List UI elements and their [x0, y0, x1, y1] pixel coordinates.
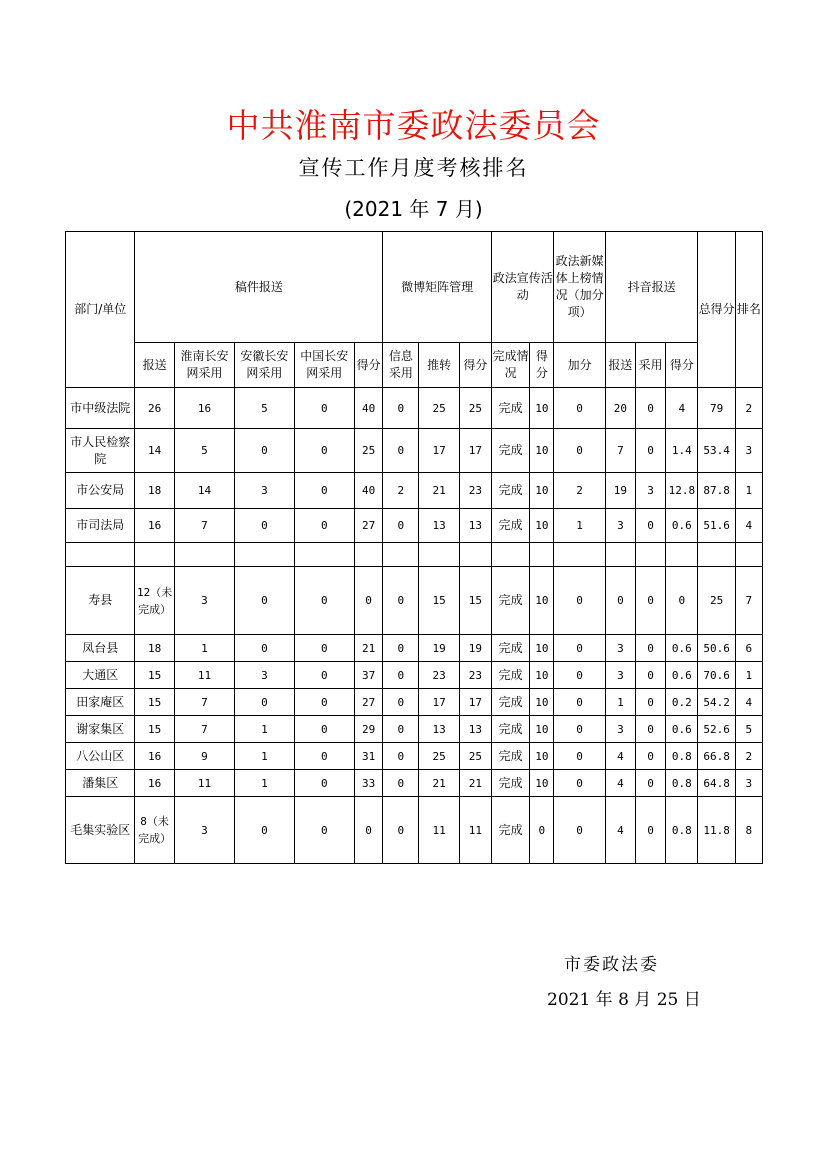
table-cell: 50.6 — [698, 635, 735, 662]
table-cell: 0 — [294, 797, 354, 864]
table-cell: 完成 — [492, 509, 530, 543]
table-row — [66, 743, 763, 770]
table-cell: 完成 — [492, 635, 530, 662]
header-douyin: 抖音报送 — [605, 232, 698, 343]
table-cell: 79 — [698, 388, 735, 429]
subheader-cell: 报送 — [135, 343, 174, 388]
table-cell: 21 — [419, 473, 459, 509]
subheader-cell: 信息采用 — [383, 343, 419, 388]
table-cell: 1.4 — [666, 429, 698, 473]
table-cell: 13 — [419, 509, 459, 543]
table-cell: 4 — [605, 770, 635, 797]
table-cell: 66.8 — [698, 743, 735, 770]
table-cell: 0 — [294, 716, 354, 743]
table-cell: 0 — [554, 429, 605, 473]
empty-cell — [636, 543, 666, 567]
table-cell: 0 — [554, 388, 605, 429]
table-cell: 0 — [383, 797, 419, 864]
table-cell: 13 — [459, 509, 491, 543]
table-cell: 0.8 — [666, 797, 698, 864]
table-cell: 18 — [135, 473, 174, 509]
table-cell: 0 — [636, 429, 666, 473]
table-cell: 25 — [459, 388, 491, 429]
empty-cell — [174, 543, 234, 567]
table-cell: 0 — [636, 770, 666, 797]
table-cell: 0 — [636, 716, 666, 743]
table-cell: 52.6 — [698, 716, 735, 743]
subheader-cell: 得分 — [355, 343, 383, 388]
table-cell: 21 — [419, 770, 459, 797]
empty-cell — [735, 543, 762, 567]
empty-cell — [66, 543, 135, 567]
table-cell: 0.2 — [666, 689, 698, 716]
table-cell: 25 — [698, 567, 735, 635]
table-cell: 19 — [605, 473, 635, 509]
empty-cell — [419, 543, 459, 567]
table-cell: 3 — [605, 635, 635, 662]
table-cell: 0 — [383, 509, 419, 543]
table-cell: 0 — [554, 662, 605, 689]
unit-name-cell: 市司法局 — [66, 509, 135, 543]
table-cell: 完成 — [492, 770, 530, 797]
table-cell: 5 — [235, 388, 294, 429]
table-cell: 0 — [294, 509, 354, 543]
table-cell: 23 — [459, 473, 491, 509]
table-cell: 8（未完成） — [135, 797, 174, 864]
table-cell: 0 — [636, 743, 666, 770]
table-row — [66, 388, 763, 429]
table-cell: 64.8 — [698, 770, 735, 797]
table-cell: 23 — [459, 662, 491, 689]
table-cell: 3 — [174, 567, 234, 635]
table-cell: 25 — [419, 743, 459, 770]
table-cell: 完成 — [492, 473, 530, 509]
table-cell: 0 — [355, 567, 383, 635]
table-cell: 0 — [636, 567, 666, 635]
table-cell: 0 — [383, 770, 419, 797]
table-cell: 0 — [636, 689, 666, 716]
table-cell: 5 — [735, 716, 762, 743]
table-cell: 51.6 — [698, 509, 735, 543]
table-cell: 0 — [383, 716, 419, 743]
table-row — [66, 797, 763, 864]
table-cell: 21 — [355, 635, 383, 662]
table-cell: 3 — [735, 429, 762, 473]
table-cell: 21 — [459, 770, 491, 797]
unit-name-cell: 市中级法院 — [66, 388, 135, 429]
table-row — [66, 635, 763, 662]
table-cell: 53.4 — [698, 429, 735, 473]
unit-name-cell: 潘集区 — [66, 770, 135, 797]
empty-cell — [554, 543, 605, 567]
table-cell: 4 — [735, 689, 762, 716]
table-cell: 11 — [419, 797, 459, 864]
table-cell: 10 — [530, 770, 554, 797]
table-cell: 0 — [294, 689, 354, 716]
subheader-cell: 淮南长安网采用 — [174, 343, 234, 388]
empty-cell — [294, 543, 354, 567]
table-cell: 12（未完成） — [135, 567, 174, 635]
table-cell: 完成 — [492, 716, 530, 743]
table-cell: 0.8 — [666, 770, 698, 797]
table-cell: 0 — [383, 567, 419, 635]
table-cell: 4 — [605, 797, 635, 864]
table-cell: 16 — [174, 388, 234, 429]
table-cell: 10 — [530, 429, 554, 473]
subheader-cell: 得分 — [666, 343, 698, 388]
table-cell: 0 — [294, 743, 354, 770]
table-cell: 16 — [135, 770, 174, 797]
table-cell: 0 — [605, 567, 635, 635]
unit-name-cell: 毛集实验区 — [66, 797, 135, 864]
unit-name-cell: 大通区 — [66, 662, 135, 689]
table-cell: 0 — [554, 770, 605, 797]
table-cell: 15 — [419, 567, 459, 635]
subheader-cell: 报送 — [605, 343, 635, 388]
table-cell: 完成 — [492, 567, 530, 635]
table-cell: 16 — [135, 743, 174, 770]
empty-cell — [530, 543, 554, 567]
table-cell: 0 — [636, 797, 666, 864]
empty-cell — [355, 543, 383, 567]
empty-cell — [459, 543, 491, 567]
table-cell: 完成 — [492, 689, 530, 716]
table-cell: 0 — [636, 388, 666, 429]
table-cell: 3 — [174, 797, 234, 864]
table-cell: 15 — [135, 689, 174, 716]
table-row — [66, 689, 763, 716]
table-cell: 0 — [554, 567, 605, 635]
signature: 市委政法委 — [564, 955, 659, 975]
table-cell: 0 — [235, 509, 294, 543]
table-cell: 0 — [383, 388, 419, 429]
header-weibo: 微博矩阵管理 — [383, 232, 492, 343]
table-cell: 0 — [554, 743, 605, 770]
table-cell: 10 — [530, 716, 554, 743]
table-cell: 15 — [135, 716, 174, 743]
table-cell: 10 — [530, 473, 554, 509]
table-cell: 10 — [530, 635, 554, 662]
table-cell: 33 — [355, 770, 383, 797]
table-row — [66, 567, 763, 635]
table-cell: 7 — [174, 509, 234, 543]
table-cell: 70.6 — [698, 662, 735, 689]
table-cell: 19 — [459, 635, 491, 662]
table-cell: 3 — [605, 509, 635, 543]
table-cell: 0 — [235, 635, 294, 662]
table-cell: 0.6 — [666, 716, 698, 743]
unit-name-cell: 谢家集区 — [66, 716, 135, 743]
empty-cell — [383, 543, 419, 567]
empty-cell — [235, 543, 294, 567]
unit-name-cell: 市公安局 — [66, 473, 135, 509]
table-cell: 7 — [605, 429, 635, 473]
table-cell: 0 — [383, 743, 419, 770]
empty-cell — [135, 543, 174, 567]
table-cell: 27 — [355, 509, 383, 543]
table-cell: 0 — [294, 567, 354, 635]
table-cell: 0 — [554, 797, 605, 864]
table-cell: 1 — [605, 689, 635, 716]
table-cell: 0 — [235, 567, 294, 635]
table-row — [66, 716, 763, 743]
table-cell: 3 — [605, 662, 635, 689]
table-cell: 完成 — [492, 662, 530, 689]
table-cell: 10 — [530, 689, 554, 716]
table-cell: 17 — [459, 689, 491, 716]
table-cell: 15 — [459, 567, 491, 635]
table-cell: 9 — [174, 743, 234, 770]
table-cell: 40 — [355, 473, 383, 509]
unit-name-cell: 八公山区 — [66, 743, 135, 770]
header-newmedia: 政法新媒体上榜情况（加分项） — [554, 232, 605, 343]
table-cell: 3 — [735, 770, 762, 797]
table-cell: 0 — [294, 388, 354, 429]
unit-name-cell: 凤台县 — [66, 635, 135, 662]
table-cell: 0.6 — [666, 509, 698, 543]
table-cell: 23 — [419, 662, 459, 689]
table-cell: 1 — [735, 473, 762, 509]
table-cell: 0 — [530, 797, 554, 864]
table-cell: 20 — [605, 388, 635, 429]
table-cell: 0.8 — [666, 743, 698, 770]
table-cell: 87.8 — [698, 473, 735, 509]
table-cell: 0 — [383, 429, 419, 473]
table-cell: 7 — [174, 689, 234, 716]
table-cell: 2 — [383, 473, 419, 509]
table-cell: 25 — [419, 388, 459, 429]
empty-cell — [605, 543, 635, 567]
table-cell: 0 — [383, 635, 419, 662]
table-cell: 5 — [174, 429, 234, 473]
table-cell: 0 — [636, 635, 666, 662]
table-cell: 2 — [735, 388, 762, 429]
table-cell: 10 — [530, 743, 554, 770]
subheader-cell: 中国长安网采用 — [294, 343, 354, 388]
table-cell: 0 — [294, 429, 354, 473]
table-row — [66, 429, 763, 473]
org-title: 中共淮南市委政法委员会 — [226, 106, 601, 145]
table-cell: 1 — [235, 716, 294, 743]
subheader-cell: 安徽长安网采用 — [235, 343, 294, 388]
table-cell: 6 — [735, 635, 762, 662]
table-cell: 0 — [294, 662, 354, 689]
table-cell: 18 — [135, 635, 174, 662]
table-cell: 完成 — [492, 743, 530, 770]
table-cell: 完成 — [492, 388, 530, 429]
table-cell: 31 — [355, 743, 383, 770]
table-cell: 17 — [419, 429, 459, 473]
table-cell: 11.8 — [698, 797, 735, 864]
table-cell: 3 — [636, 473, 666, 509]
header-manuscript: 稿件报送 — [135, 232, 383, 343]
table-cell: 0 — [636, 662, 666, 689]
table-row — [66, 473, 763, 509]
table-cell: 4 — [735, 509, 762, 543]
table-cell: 10 — [530, 567, 554, 635]
subheader-cell: 推转 — [419, 343, 459, 388]
unit-name-cell: 田家庵区 — [66, 689, 135, 716]
table-cell: 1 — [235, 743, 294, 770]
subheader-cell: 得分 — [459, 343, 491, 388]
table-cell: 17 — [419, 689, 459, 716]
table-cell: 4 — [605, 743, 635, 770]
table-cell: 12.8 — [666, 473, 698, 509]
empty-cell — [666, 543, 698, 567]
table-cell: 0 — [294, 770, 354, 797]
table-cell: 11 — [174, 770, 234, 797]
subheader-cell: 完成情况 — [492, 343, 530, 388]
subheader-cell: 加分 — [554, 343, 605, 388]
table-cell: 54.2 — [698, 689, 735, 716]
table-cell: 0 — [383, 689, 419, 716]
table-row — [66, 509, 763, 543]
table-cell: 7 — [735, 567, 762, 635]
table-cell: 0 — [235, 797, 294, 864]
header-rank: 排名 — [735, 232, 762, 388]
table-cell: 16 — [135, 509, 174, 543]
table-cell: 8 — [735, 797, 762, 864]
table-cell: 0 — [554, 716, 605, 743]
table-cell: 11 — [459, 797, 491, 864]
table-cell: 0.6 — [666, 662, 698, 689]
table-cell: 2 — [735, 743, 762, 770]
table-cell: 0 — [235, 429, 294, 473]
table-cell: 17 — [459, 429, 491, 473]
empty-cell — [492, 543, 530, 567]
subheader-cell: 采用 — [636, 343, 666, 388]
table-cell: 0 — [294, 635, 354, 662]
table-cell: 0 — [355, 797, 383, 864]
header-total: 总得分 — [698, 232, 735, 388]
table-row — [66, 662, 763, 689]
table-cell: 13 — [459, 716, 491, 743]
table-cell: 0 — [554, 689, 605, 716]
table-cell: 1 — [174, 635, 234, 662]
signature-date: 2021 年 8 月 25 日 — [547, 990, 701, 1010]
spacer-row — [66, 543, 763, 567]
table-cell: 14 — [174, 473, 234, 509]
table-cell: 10 — [530, 388, 554, 429]
table-cell: 完成 — [492, 429, 530, 473]
table-cell: 1 — [735, 662, 762, 689]
table-cell: 0 — [554, 635, 605, 662]
table-cell: 11 — [174, 662, 234, 689]
table-cell: 26 — [135, 388, 174, 429]
table-cell: 0 — [235, 689, 294, 716]
table-cell: 14 — [135, 429, 174, 473]
table-cell: 25 — [459, 743, 491, 770]
table-cell: 2 — [554, 473, 605, 509]
table-row — [66, 770, 763, 797]
table-cell: 25 — [355, 429, 383, 473]
report-period: (2021 年 7 月) — [344, 197, 483, 221]
table-cell: 7 — [174, 716, 234, 743]
table-cell: 37 — [355, 662, 383, 689]
ranking-table — [65, 231, 763, 864]
table-cell: 1 — [554, 509, 605, 543]
table-cell: 3 — [235, 473, 294, 509]
header-dept: 部门/单位 — [66, 232, 135, 388]
table-cell: 27 — [355, 689, 383, 716]
table-cell: 10 — [530, 662, 554, 689]
table-cell: 4 — [666, 388, 698, 429]
subheader-cell: 得分 — [530, 343, 554, 388]
table-cell: 15 — [135, 662, 174, 689]
table-cell: 3 — [605, 716, 635, 743]
document-subtitle: 宣传工作月度考核排名 — [298, 156, 529, 180]
empty-cell — [698, 543, 735, 567]
table-cell: 0 — [636, 509, 666, 543]
unit-name-cell: 市人民检察院 — [66, 429, 135, 473]
table-cell: 40 — [355, 388, 383, 429]
header-publicity: 政法宣传活动 — [492, 232, 554, 343]
table-cell: 3 — [235, 662, 294, 689]
table-cell: 0 — [383, 662, 419, 689]
table-cell: 10 — [530, 509, 554, 543]
table-cell: 13 — [419, 716, 459, 743]
table-cell: 19 — [419, 635, 459, 662]
table-cell: 0 — [666, 567, 698, 635]
table-cell: 0 — [294, 473, 354, 509]
table-cell: 29 — [355, 716, 383, 743]
table-cell: 0.6 — [666, 635, 698, 662]
table-cell: 完成 — [492, 797, 530, 864]
table-cell: 1 — [235, 770, 294, 797]
unit-name-cell: 寿县 — [66, 567, 135, 635]
